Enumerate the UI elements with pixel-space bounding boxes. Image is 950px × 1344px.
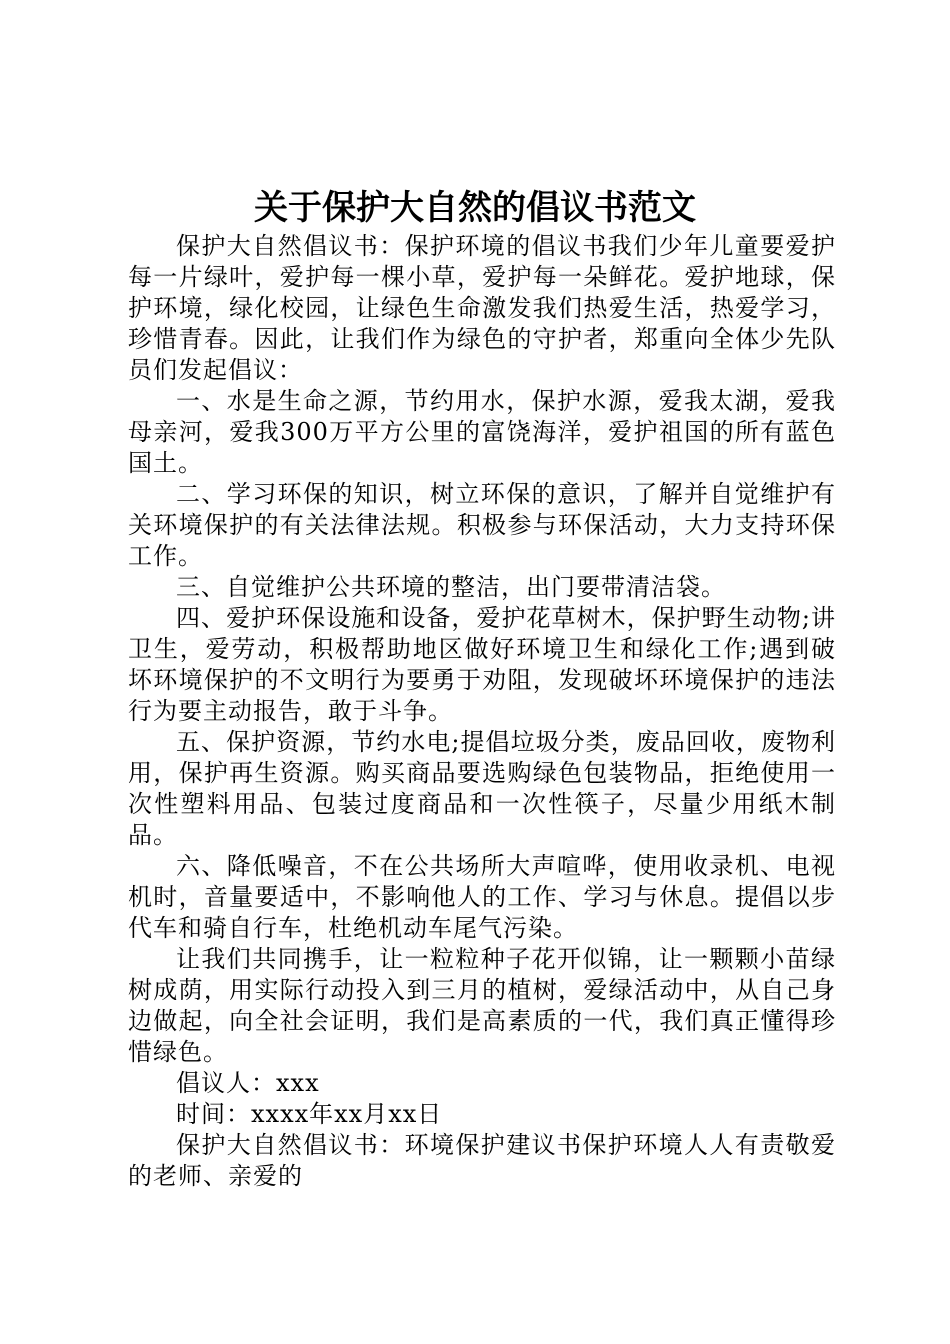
- document-body: [128, 231, 836, 1192]
- document-title: 关于保护大自然的倡议书范文: [254, 188, 696, 228]
- proposal-item-4: 四、爱护环保设施和设备，爱护花草树木，保护野生动物;讲卫生，爱劳动，积极帮助地区做好环境卫生和绿化工作;遇到破坏环境保护的不文明行为要勇于劝阻，发现破坏环境保护的违法行为要主动报告，敢于斗争。: [128, 604, 836, 725]
- proposal-item-1: 一、水是生命之源，节约用水，保护水源，爱我太湖，爱我母亲河，爱我300万平方公里的富饶海洋，爱护祖国的所有蓝色国土。: [128, 387, 836, 477]
- proposal-item-3: 三、自觉维护公共环境的整洁，出门要带清洁袋。: [176, 573, 726, 601]
- proposal-item-2: 二、学习环保的知识，树立环保的意识，了解并自觉维护有关环境保护的有关法律法规。积极参与环保活动，大力支持环保工作。: [128, 480, 836, 570]
- proposal-item-6: 六、降低噪音，不在公共场所大声喧哗，使用收录机、电视机时，音量要适中，不影响他人的工作、学习与休息。提倡以步代车和骑自行车，杜绝机动车尾气污染。: [128, 852, 836, 942]
- intro-paragraph: 保护大自然倡议书：保护环境的倡议书我们少年儿童要爱护每一片绿叶，爱护每一棵小草，爱护每一朵鲜花。爱护地球，保护环境，绿化校园，让绿色生命激发我们热爱生活，热爱学习，珍惜青春。因此，让我们作为绿色的守护者，郑重向全体少先队员们发起倡议：: [128, 232, 836, 384]
- second-letter-paragraph: 保护大自然倡议书：环境保护建议书保护环境人人有责敬爱的老师、亲爱的: [128, 1131, 836, 1190]
- proposal-item-5: 五、保护资源，节约水电;提倡垃圾分类，废品回收，废物利用，保护再生资源。购买商品要选购绿色包装物品，拒绝使用一次性塑料用品、包装过度商品和一次性筷子，尽量少用纸木制品。: [128, 728, 836, 849]
- date-line: 时间：xxxx年xx月xx日: [176, 1100, 443, 1128]
- closing-paragraph: 让我们共同携手，让一粒粒种子花开似锦，让一颗颗小苗绿树成荫，用实际行动投入到三月的植树，爱绿活动中，从自己身边做起，向全社会证明，我们是高素质的一代，我们真正懂得珍惜绿色。: [128, 945, 836, 1066]
- proposer-line: 倡议人：xxx: [176, 1069, 320, 1097]
